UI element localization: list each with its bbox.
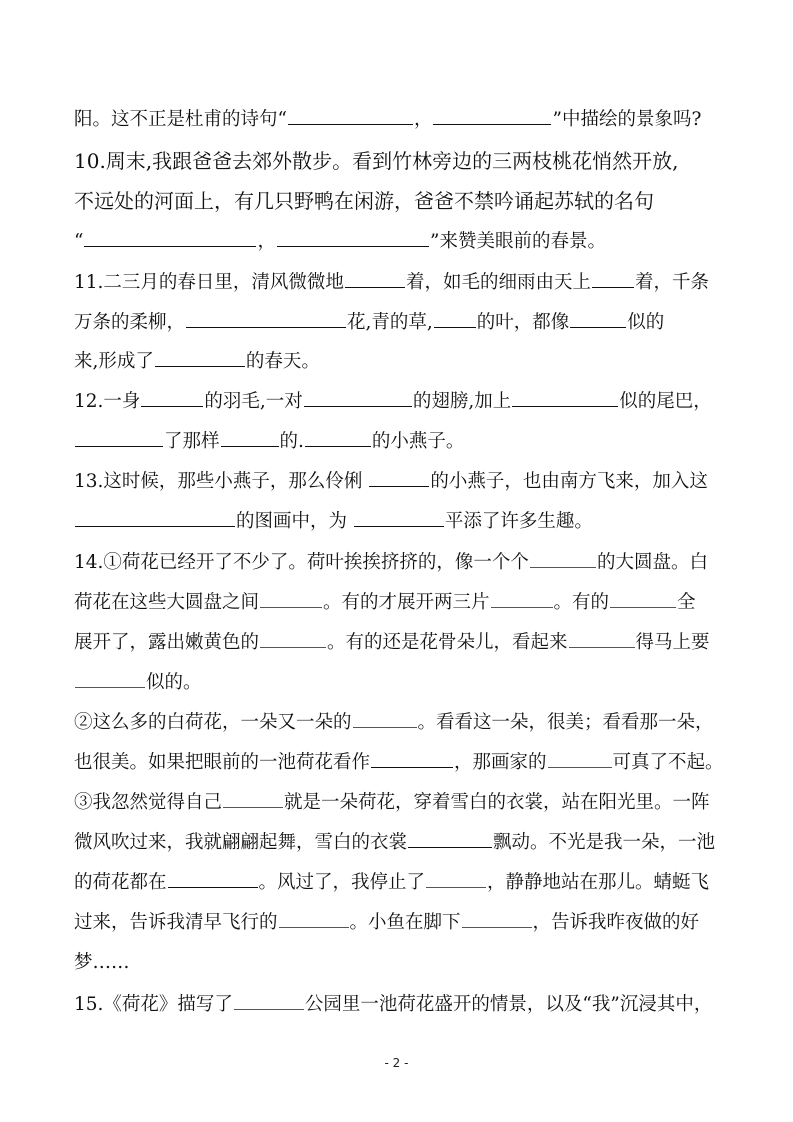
text: 着，千条 (634, 272, 709, 293)
text: ， (257, 231, 276, 252)
text: 的小燕子。 (371, 431, 465, 452)
line-22 (74, 951, 726, 975)
line-14 (74, 631, 726, 655)
text: 的小燕子，也由南方飞来，加入这 (430, 471, 708, 492)
text: 似的 (627, 312, 665, 333)
text: ”来赞美眼前的春景。 (429, 231, 606, 252)
blank[interactable] (277, 245, 429, 247)
text: 万条的柔柳， (74, 312, 186, 333)
blank[interactable] (186, 326, 346, 328)
line-17 (74, 751, 726, 775)
line-20 (74, 871, 726, 895)
text: 15.《荷花》描写了 (74, 994, 233, 1015)
line-10 (74, 470, 726, 494)
blank[interactable] (530, 566, 596, 568)
text: 梦…… (74, 952, 130, 973)
text: 12.一身 (74, 391, 141, 412)
text: 的. (279, 431, 304, 452)
line-15 (74, 671, 726, 695)
text: 似的。 (146, 672, 202, 693)
line-5 (74, 271, 726, 295)
blank[interactable] (84, 245, 256, 247)
text: 飘动。不光是我一朵，一池 (493, 832, 716, 853)
text: ③我忽然觉得自己 (74, 792, 223, 813)
blank[interactable] (75, 445, 163, 447)
text: 10.周末,我跟爸爸去郊外散步。看到竹林旁边的三两枝桃花悄然开放, (74, 149, 679, 173)
text: 得马上要 (635, 632, 710, 653)
line-23 (74, 993, 726, 1017)
text: 不远处的河面上，有几只野鸭在闲游，爸爸不禁吟诵起苏轼的名句 (74, 189, 654, 213)
text: 的荷花都在 (74, 872, 167, 893)
text: 的大圆盘。白 (596, 552, 708, 573)
blank[interactable] (434, 326, 476, 328)
blank[interactable] (75, 525, 235, 527)
blank[interactable] (305, 445, 371, 447)
line-4 (74, 230, 726, 254)
blank[interactable] (592, 286, 634, 288)
text: 展开了，露出嫩黄色的 (74, 632, 260, 653)
blank[interactable] (353, 726, 417, 728)
line-6 (74, 311, 726, 335)
text: 的叶，都像 (476, 312, 570, 333)
text: 荷花在这些大圆盘之间 (74, 592, 260, 613)
text: 花,青的草, (347, 312, 433, 333)
line-11 (74, 510, 726, 534)
text: ，告诉我昨夜做的好 (532, 912, 700, 933)
text: 也很美。如果把眼前的一池荷花看作 (74, 752, 371, 773)
text: 11.二三月的春日里，清风微微地 (74, 272, 344, 293)
line-9 (74, 430, 726, 454)
text: 的春天。 (245, 351, 320, 372)
line-12 (74, 551, 726, 575)
text: ，静静地站在那儿。蜻蜓飞 (487, 872, 710, 893)
text: 公园里一池荷花盛开的情景，以及“我”沉浸其中， (304, 994, 713, 1015)
line-7 (74, 350, 726, 374)
text: 微风吹过来，我就翩翩起舞，雪白的衣裳 (74, 832, 408, 853)
text: 的羽毛,一对 (204, 391, 303, 412)
text: 。小鱼在脚下 (349, 912, 461, 933)
blank[interactable] (433, 123, 551, 125)
blank[interactable] (279, 926, 349, 928)
text: 平添了许多生趣。 (444, 511, 593, 532)
blank[interactable] (75, 686, 145, 688)
line-16 (74, 711, 726, 735)
blank[interactable] (491, 606, 553, 608)
blank[interactable] (569, 646, 635, 648)
text: 的图画中，为 (236, 511, 353, 532)
text: 的翅膀,加上 (412, 391, 512, 412)
text: 着，如毛的细雨由天上 (405, 272, 591, 293)
line-21 (74, 911, 726, 935)
text: 。有的还是花骨朵儿，看起来 (327, 632, 568, 653)
text: 就是一朵荷花，穿着雪白的衣裳，站在阳光里。一阵 (284, 792, 710, 813)
blank[interactable] (408, 846, 492, 848)
blank[interactable] (168, 886, 258, 888)
blank[interactable] (345, 286, 405, 288)
line-2 (74, 149, 726, 173)
text: 14.①荷花已经开了不少了。荷叶挨挨挤挤的，像一个个 (74, 552, 529, 573)
text: 全 (677, 592, 696, 613)
line-18 (74, 791, 726, 815)
blank[interactable] (462, 926, 532, 928)
text: 13.这时候，那些小燕子，那么伶俐 (74, 471, 369, 492)
text: 可真了不起。 (612, 752, 724, 773)
blank[interactable] (141, 405, 203, 407)
text: 。有的才展开两三片 (323, 592, 490, 613)
blank[interactable] (223, 806, 283, 808)
blank[interactable] (288, 123, 413, 125)
text: 来,形成了 (74, 351, 154, 372)
text: 阳。这不正是杜甫的诗句“ (74, 109, 287, 130)
blank[interactable] (512, 405, 618, 407)
blank[interactable] (155, 365, 245, 367)
blank[interactable] (260, 646, 326, 648)
blank[interactable] (371, 766, 453, 768)
line-3 (74, 189, 726, 213)
text: ”中描绘的景象吗? (552, 109, 702, 130)
text: 了那样 (164, 431, 220, 452)
text: 。有的 (553, 592, 610, 613)
blank[interactable] (221, 445, 279, 447)
text: ②这么多的白荷花，一朵又一朵的 (74, 712, 352, 733)
text: 过来，告诉我清早飞行的 (74, 912, 278, 933)
blank[interactable] (548, 766, 612, 768)
blank[interactable] (610, 606, 676, 608)
page-number: - 2 - (384, 1056, 409, 1070)
line-8 (74, 390, 726, 414)
text: 。看看这一朵，很美；看看那一朵， (417, 712, 714, 733)
text: ， (413, 109, 433, 130)
text: ，那画家的 (454, 752, 547, 773)
blank[interactable] (354, 525, 444, 527)
text: 。风过了，我停止了 (258, 872, 426, 893)
blank[interactable] (570, 326, 626, 328)
text: 似的尾巴， (619, 391, 712, 412)
text: “ (74, 231, 84, 252)
line-13 (74, 591, 726, 615)
blank[interactable] (260, 606, 322, 608)
blank[interactable] (426, 886, 486, 888)
blank[interactable] (369, 485, 429, 487)
line-1 (74, 108, 726, 132)
line-19 (74, 831, 726, 855)
blank[interactable] (304, 405, 412, 407)
blank[interactable] (234, 1008, 304, 1010)
